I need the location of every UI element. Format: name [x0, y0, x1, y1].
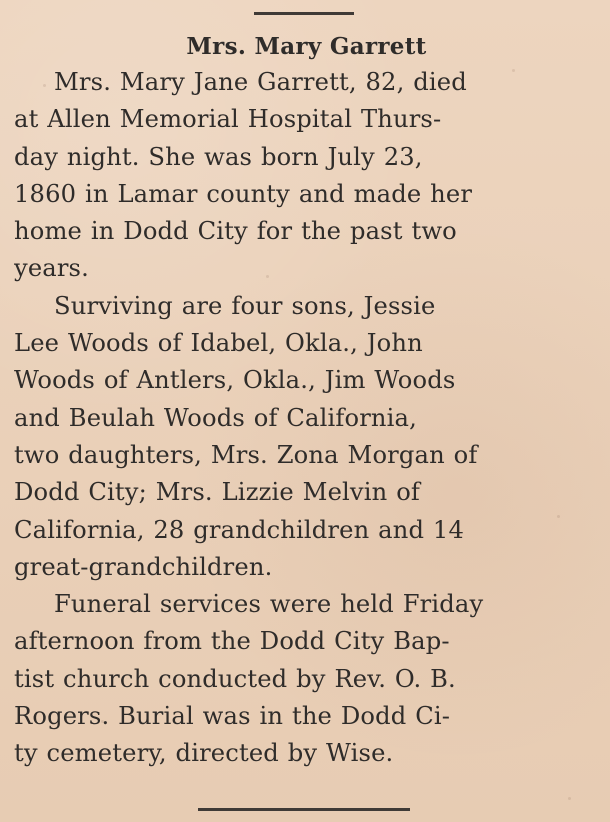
text-line: great-grandchildren.: [14, 552, 273, 581]
top-divider-rule: [254, 12, 354, 15]
text-line: at Allen Memorial Hospital Thurs-: [14, 105, 442, 134]
paper-speckle: [266, 275, 269, 278]
paper-speckle: [568, 797, 571, 800]
article-paragraph-3: [14, 586, 599, 772]
text-line: afternoon from the Dodd City Bap-: [14, 627, 450, 656]
article-paragraph-2: [14, 288, 599, 586]
paper-speckle: [512, 69, 515, 72]
text-line: California, 28 grandchildren and 14: [14, 515, 464, 544]
text-line: 1860 in Lamar county and made her: [14, 179, 473, 208]
article-headline: Mrs. Mary Garrett: [186, 33, 427, 60]
text-line: tist church conducted by Rev. O. B.: [14, 664, 456, 693]
text-line: Dodd City; Mrs. Lizzie Melvin of: [14, 478, 421, 507]
text-line: Mrs. Mary Jane Garrett, 82, died: [54, 68, 467, 96]
text-line: Funeral services were held Friday: [54, 590, 484, 619]
obituary-article: [14, 29, 599, 773]
text-line: Woods of Antlers, Okla., Jim Woods: [14, 366, 456, 395]
paper-speckle: [101, 720, 104, 723]
text-line: Rogers. Burial was in the Dodd Ci-: [14, 702, 451, 731]
article-paragraph-1: [14, 64, 599, 288]
text-line: Surviving are four sons, Jessie: [54, 291, 436, 320]
text-line: ty cemetery, directed by Wise.: [14, 739, 394, 768]
text-line: day night. She was born July 23,: [14, 142, 423, 171]
bottom-divider-rule: [198, 808, 410, 811]
paper-speckle: [43, 84, 46, 87]
text-line: home in Dodd City for the past two: [14, 217, 457, 246]
text-line: two daughters, Mrs. Zona Morgan of: [14, 440, 478, 469]
text-line: years.: [14, 254, 89, 283]
paper-speckle: [557, 515, 560, 518]
text-line: Lee Woods of Idabel, Okla., John: [14, 329, 423, 358]
text-line: and Beulah Woods of California,: [14, 403, 417, 432]
